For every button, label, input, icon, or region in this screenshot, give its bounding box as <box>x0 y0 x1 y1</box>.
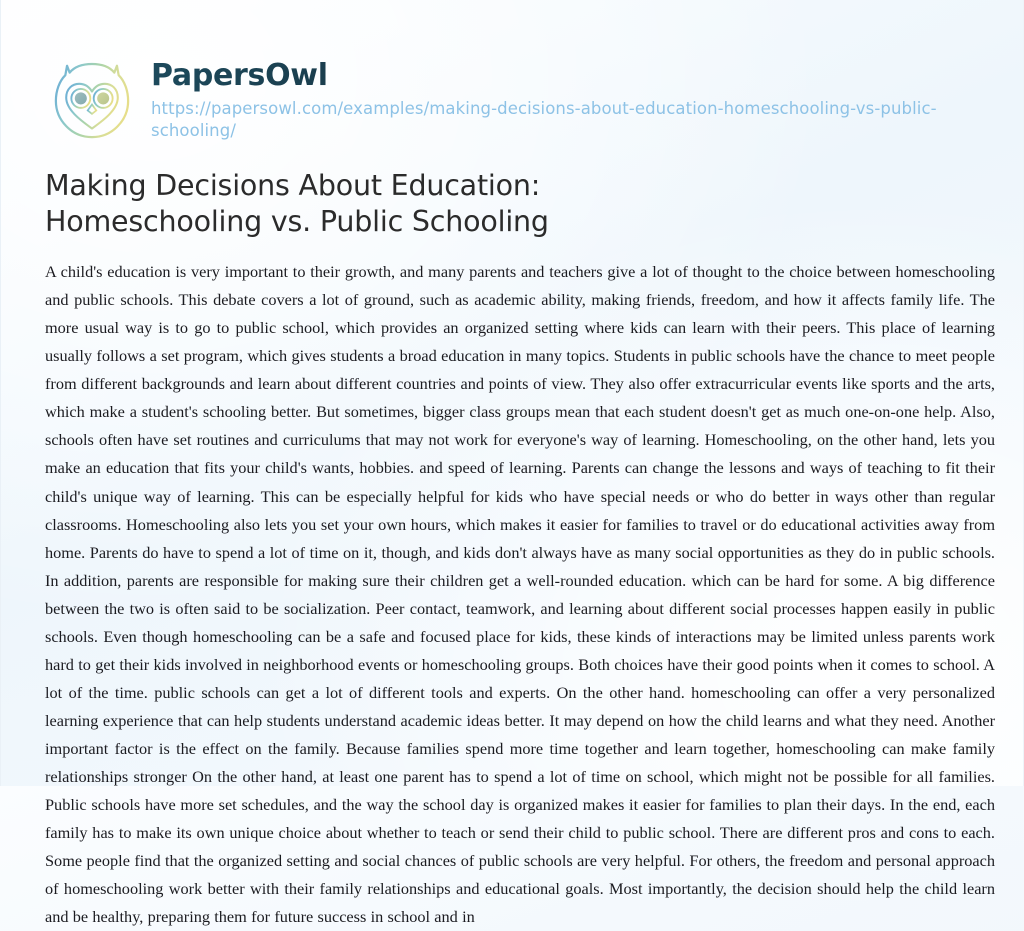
owl-logo-icon <box>49 58 135 144</box>
page-title: Making Decisions About Education: Homeschooling vs. Public Schooling <box>45 169 549 239</box>
article-body-text: A child's education is very important to their growth, and many parents and teachers give a lot of thought to the choice between homeschooling and public schools. This debate covers a lot of ground, such as academic ability, making friends, freedom, and how it affects family life. The more usual way is to go to public school, which provides an organized setting where kids can learn with their peers. This place of learning usually follows a set program, which gives students a broad education in many topics. Students in public schools have the chance to meet people from different backgrounds and learn about different countries and points of view. They also offer extracurricular events like sports and the arts, which make a student's schooling better. But sometimes, bigger class groups mean that each student doesn't get as much one-on-one help. Also, schools often have set routines and curriculums that may not work for everyone's way of learning. Homeschooling, on the other hand, lets you make an education that fits your child's wants, hobbies. and speed of learning. Parents can change the lessons and ways of teaching to fit their child's unique way of learning. This can be especially helpful for kids who have special needs or who do better in ways other than regular classrooms. Homeschooling also lets you set your own hours, which makes it easier for families to travel or do educational activities away from home. Parents do have to spend a lot of time on it, though, and kids don't always have as many social opportunities as they do in public schools. In addition, parents are responsible for making sure their children get a well-rounded education. which can be hard for some. A big difference between the two is often said to be socialization. Peer contact, teamwork, and learning about different social processes happen easily in public schools. Even though homeschooling can be a safe and focused place for kids, these kinds of interactions may be limited unless parents work hard to get their kids involved in neighborhood events or homeschooling groups. Both choices have their good points when it comes to school. A lot of the time. public schools can get a lot of different tools and experts. On the other hand. homeschooling can offer a very personalized learning experience that can help students understand academic ideas better. It may depend on how the child learns and what they need. Another important factor is the effect on the family. Because families spend more time together and learn together, homeschooling can make family relationships stronger On the other hand, at least one parent has to spend a lot of time on school, which might not be possible for all families. Public schools have more set schedules, and the way the school day is organized makes it easier for families to plan their days. In the end, each family has to make its own unique choice about whether to teach or send their child to public school. There are different pros and cons to each. Some people find that the organized setting and social chances of public schools are very helpful. For others, the freedom and personal approach of homeschooling work better with their family relationships and educational goals. Most importantly, the decision should help the child learn and be healthy, preparing them for future success in school and in <box>45 262 995 926</box>
brand-text-wrap <box>151 56 979 143</box>
article <box>45 168 997 931</box>
source-url[interactable]: https://papersowl.com/examples/making-decisions-about-education-homeschooling-vs-public-schooling/ <box>151 98 937 141</box>
brand-name: PapersOwl <box>151 60 979 92</box>
site-header <box>49 56 979 144</box>
